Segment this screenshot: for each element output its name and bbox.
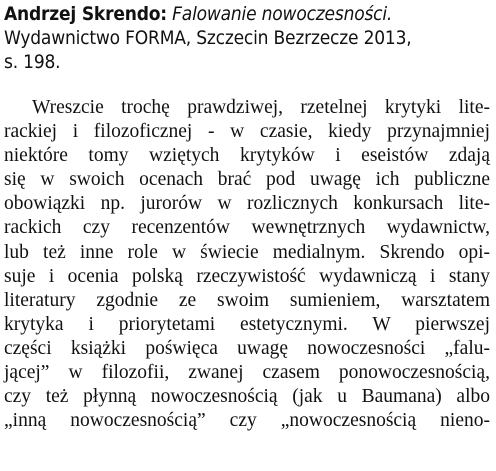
body-line: krytyka i priorytetami estetycznymi. W pierwszej — [4, 313, 490, 335]
body-line: suje i ocenia polską rzeczywistość wydawniczą i stany — [4, 265, 490, 287]
book-header — [4, 2, 496, 74]
publisher-line: Wydawnictwo FORMA, Szczecin Bezrzecze 2013, — [4, 27, 412, 49]
author-separator: : — [160, 3, 167, 25]
body-line: literatury zgodnie ze swoim sumieniem, warsztatem — [4, 289, 490, 311]
book-author: Andrzej Skrendo — [4, 3, 161, 25]
body-line: jącej” w filozofii, zwanej czasem ponowoczesnością, — [4, 362, 490, 384]
body-line: Wreszcie trochę prawdziwej, rzetelnej krytyki lite- — [32, 97, 490, 118]
body-line: czy też płynną nowoczesnością (jak u Baumana) albo — [4, 386, 490, 408]
review-body — [4, 96, 496, 433]
body-line: rackiej i filozoficznej - w czasie, kiedy przynajmniej — [4, 121, 490, 143]
body-line: „inną nowoczesnością” czy „nowoczesnością nieno- — [4, 410, 490, 432]
body-line: obowiązki np. jurorów w rozlicznych konkursach lite- — [4, 193, 490, 215]
body-line: rackich czy recenzentów wewnętrznych wydawnictw, — [4, 217, 490, 239]
body-line: lub też inne role w świecie medialnym. Skrendo opi- — [4, 241, 490, 263]
pages-line: s. 198. — [4, 51, 61, 73]
header-line-1 — [4, 2, 496, 26]
body-line: części książki poświęca uwagę nowoczesności „falu- — [4, 337, 490, 359]
body-line: się w swoich ocenach brać pod uwagę ich publiczne — [4, 169, 490, 191]
book-title: Falowanie nowoczesności. — [172, 3, 393, 25]
body-line: niektóre tomy wziętych krytyków i eseistów zdają — [4, 145, 490, 167]
